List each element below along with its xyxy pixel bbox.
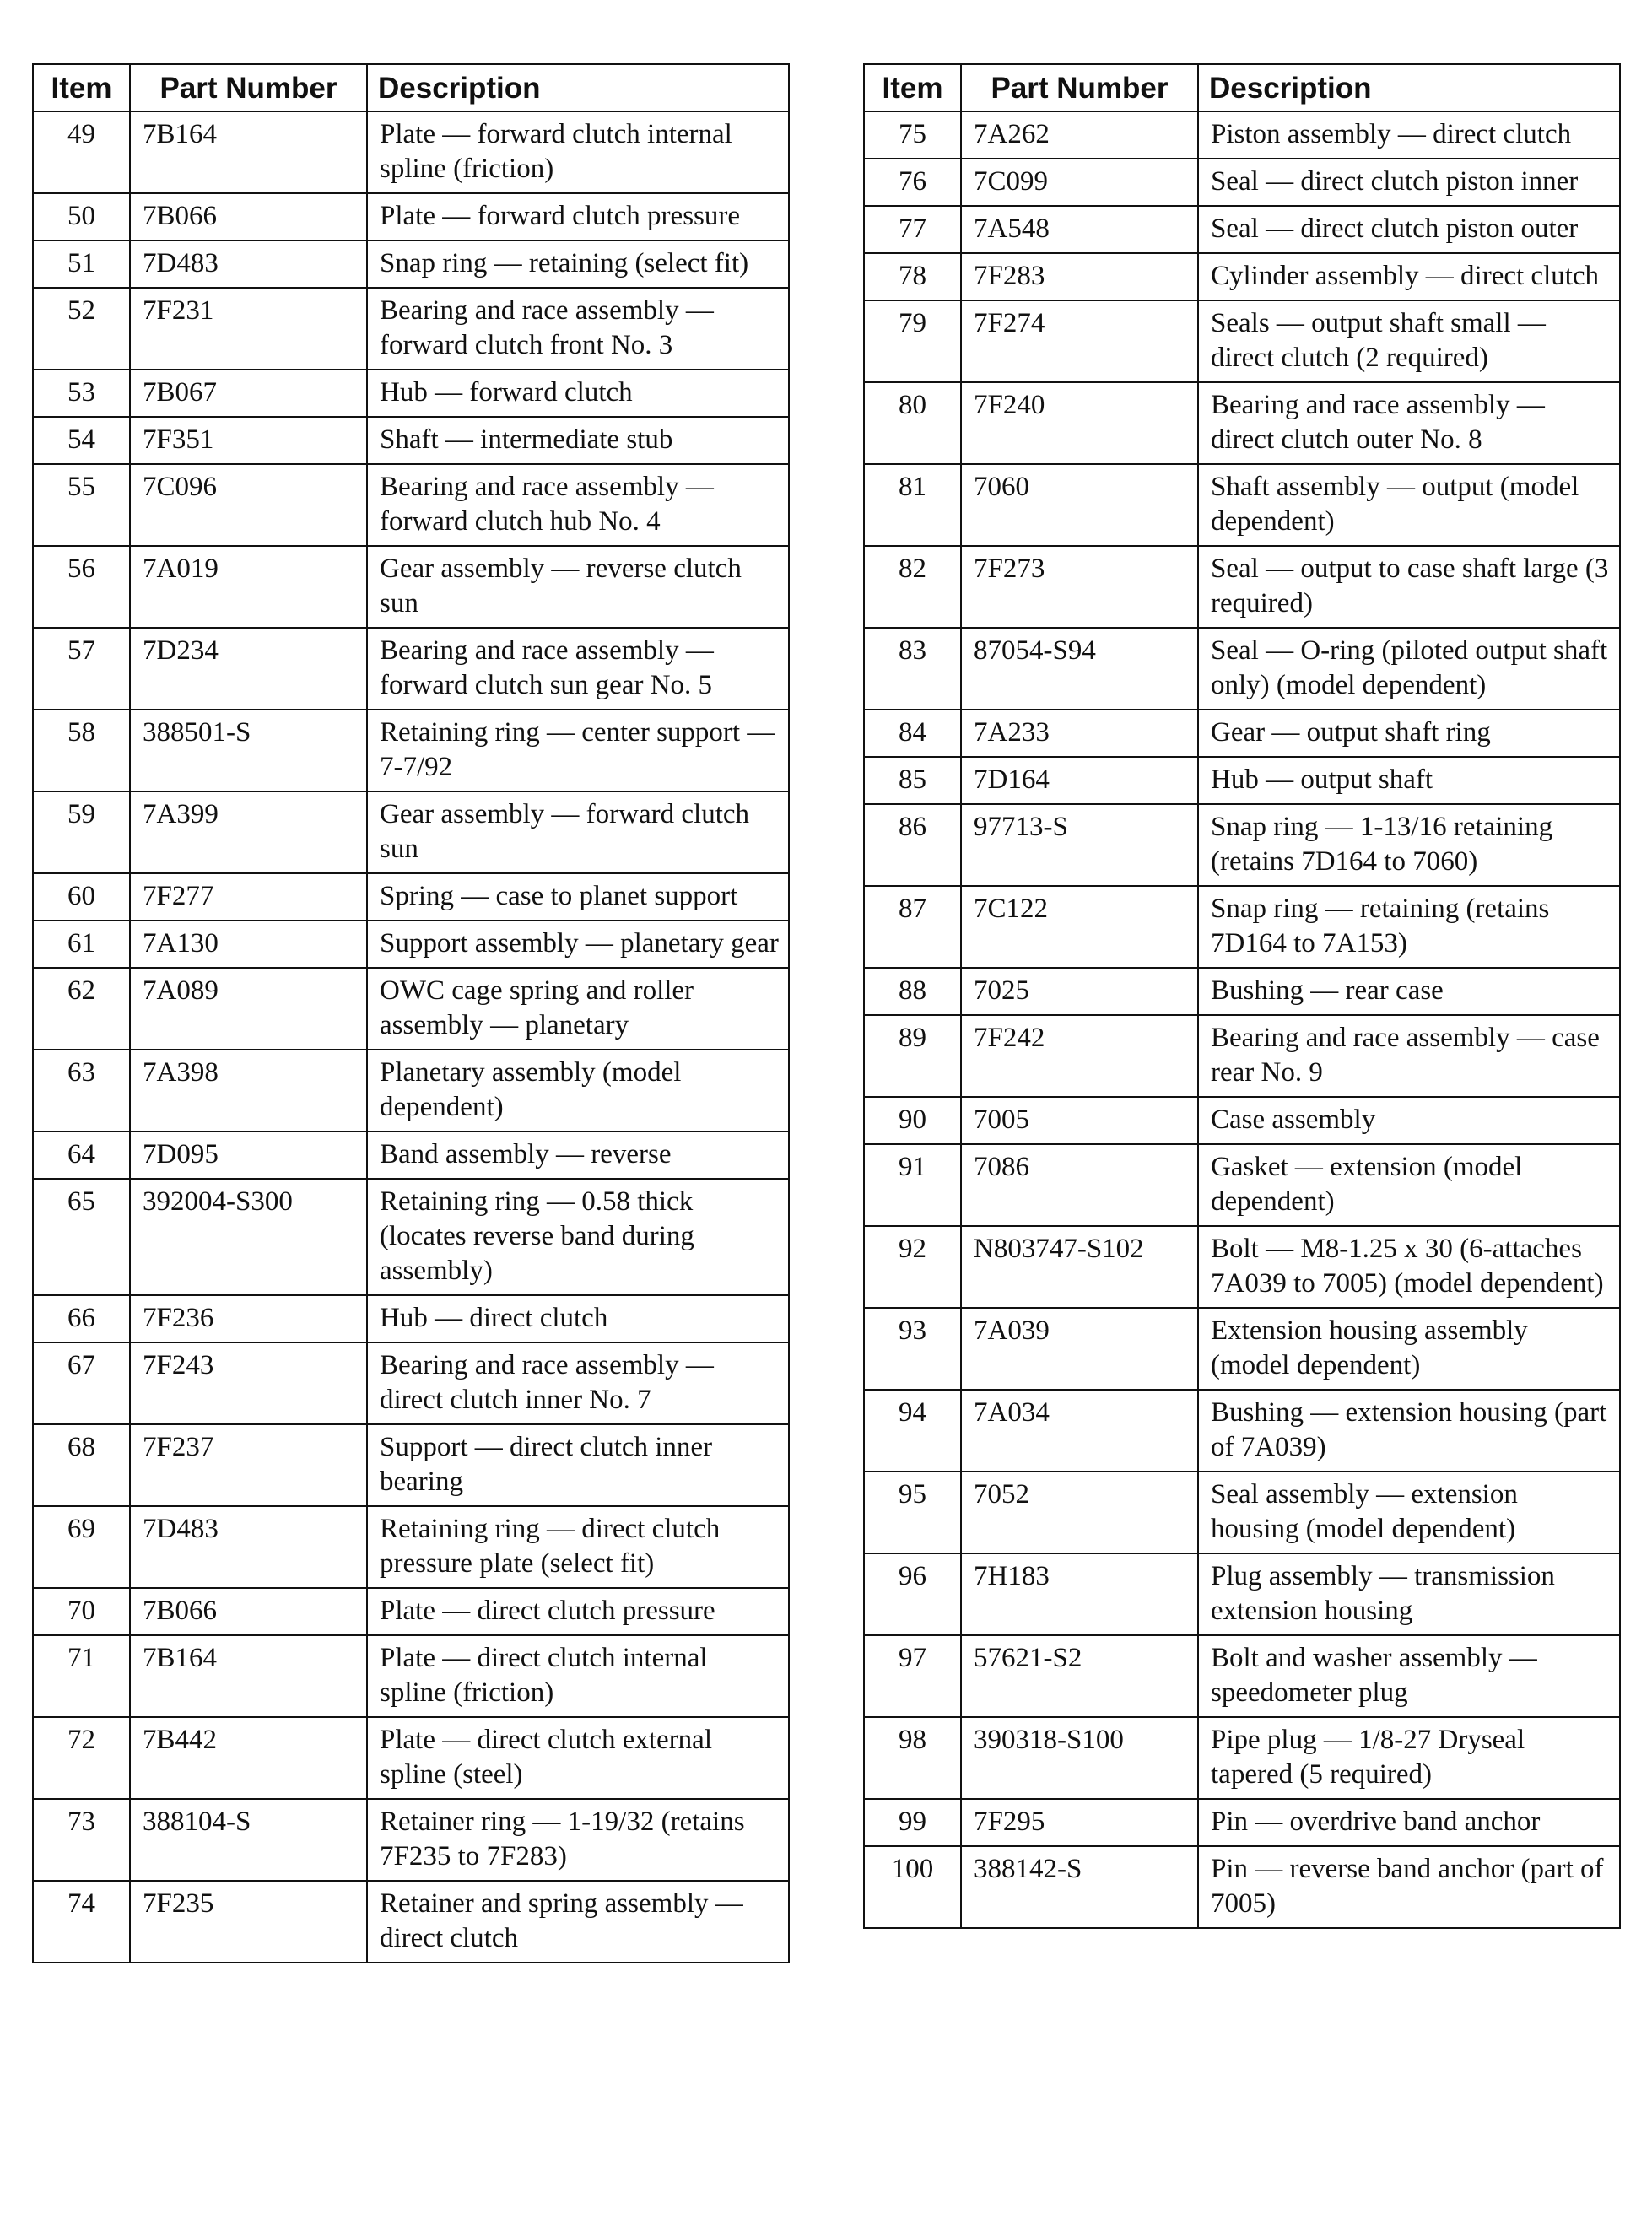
part-number-cell: 7F295 [961,1799,1198,1846]
table-header-row [864,64,1620,111]
description-cell: Seal — output to case shaft large (3 required) [1198,546,1620,628]
description-cell: Cylinder assembly — direct clutch [1198,253,1620,300]
part-number-cell: 388501-S [130,710,367,791]
description-cell: Spring — case to planet support [367,873,789,921]
table-row [864,1717,1620,1799]
description-cell: Retaining ring — direct clutch pressure plate (select fit) [367,1506,789,1588]
item-number-cell: 93 [864,1308,961,1390]
part-number-cell: 7B442 [130,1717,367,1799]
item-number-cell: 83 [864,628,961,710]
table-row [864,546,1620,628]
item-number-cell: 68 [33,1424,130,1506]
table-row [864,1553,1620,1635]
item-number-cell: 72 [33,1717,130,1799]
description-cell: Plate — forward clutch pressure [367,193,789,240]
table-header-row [33,64,789,111]
description-cell: Retaining ring — center support — 7-7/92 [367,710,789,791]
description-cell: Shaft — intermediate stub [367,417,789,464]
table-row [33,464,789,546]
table-body-right [864,111,1620,1928]
description-cell: Extension housing assembly (model dependent) [1198,1308,1620,1390]
table-row [33,1588,789,1635]
description-cell: Bearing and race assembly — direct clutch inner No. 7 [367,1342,789,1424]
table-row [864,111,1620,159]
table-row [864,1097,1620,1144]
table-row [33,873,789,921]
item-number-cell: 85 [864,757,961,804]
description-cell: Support assembly — planetary gear [367,921,789,968]
part-number-cell: 7C096 [130,464,367,546]
part-number-cell: 7F240 [961,382,1198,464]
table-row [864,710,1620,757]
part-number-cell: 7A399 [130,791,367,873]
part-number-cell: 7C099 [961,159,1198,206]
item-number-cell: 95 [864,1472,961,1553]
part-number-cell: 7F235 [130,1881,367,1963]
part-number-cell: 7F236 [130,1295,367,1342]
part-number-cell: 7H183 [961,1553,1198,1635]
item-number-cell: 91 [864,1144,961,1226]
table-row [33,193,789,240]
item-number-cell: 94 [864,1390,961,1472]
item-number-cell: 62 [33,968,130,1050]
part-number-cell: 388142-S [961,1846,1198,1928]
description-cell: Gear — output shaft ring [1198,710,1620,757]
item-number-cell: 92 [864,1226,961,1308]
part-number-cell: 7F277 [130,873,367,921]
description-cell: Seal — direct clutch piston inner [1198,159,1620,206]
part-number-cell: 7F274 [961,300,1198,382]
table-row [33,1799,789,1881]
table-row [33,628,789,710]
description-cell: Bolt and washer assembly — speedometer plug [1198,1635,1620,1717]
table-row [33,1881,789,1963]
part-number-cell: 7025 [961,968,1198,1015]
part-number-cell: 57621-S2 [961,1635,1198,1717]
part-number-cell: 390318-S100 [961,1717,1198,1799]
item-number-cell: 58 [33,710,130,791]
table-row [33,1635,789,1717]
item-number-cell: 90 [864,1097,961,1144]
part-number-cell: 87054-S94 [961,628,1198,710]
item-number-cell: 86 [864,804,961,886]
table-row [33,1295,789,1342]
part-number-cell: 7A130 [130,921,367,968]
column-header-description: Description [1198,64,1620,111]
part-number-cell: 388104-S [130,1799,367,1881]
item-number-cell: 97 [864,1635,961,1717]
description-cell: Gear assembly — reverse clutch sun [367,546,789,628]
item-number-cell: 59 [33,791,130,873]
part-number-cell: 7086 [961,1144,1198,1226]
description-cell: Bearing and race assembly — direct clutch outer No. 8 [1198,382,1620,464]
table-row [864,628,1620,710]
description-cell: Bearing and race assembly — case rear No. 9 [1198,1015,1620,1097]
parts-table-right [863,63,1621,1929]
description-cell: Bearing and race assembly — forward clutch sun gear No. 5 [367,628,789,710]
table-row [33,288,789,370]
column-header-description: Description [367,64,789,111]
description-cell: Pin — reverse band anchor (part of 7005) [1198,1846,1620,1928]
description-cell: Piston assembly — direct clutch [1198,111,1620,159]
description-cell: Pipe plug — 1/8-27 Dryseal tapered (5 required) [1198,1717,1620,1799]
table-row [864,159,1620,206]
table-row [864,1308,1620,1390]
part-number-cell: 7F243 [130,1342,367,1424]
table-row [33,1717,789,1799]
item-number-cell: 77 [864,206,961,253]
table-row [864,1226,1620,1308]
item-number-cell: 56 [33,546,130,628]
description-cell: OWC cage spring and roller assembly — planetary [367,968,789,1050]
item-number-cell: 63 [33,1050,130,1132]
table-row [33,921,789,968]
description-cell: Hub — forward clutch [367,370,789,417]
item-number-cell: 60 [33,873,130,921]
table-row [33,1050,789,1132]
description-cell: Case assembly [1198,1097,1620,1144]
description-cell: Seal — direct clutch piston outer [1198,206,1620,253]
description-cell: Bearing and race assembly — forward clutch hub No. 4 [367,464,789,546]
item-number-cell: 73 [33,1799,130,1881]
description-cell: Hub — direct clutch [367,1295,789,1342]
part-number-cell: 7A089 [130,968,367,1050]
item-number-cell: 76 [864,159,961,206]
description-cell: Gasket — extension (model dependent) [1198,1144,1620,1226]
item-number-cell: 71 [33,1635,130,1717]
part-number-cell: 392004-S300 [130,1179,367,1295]
table-row [864,1846,1620,1928]
table-row [864,886,1620,968]
description-cell: Retaining ring — 0.58 thick (locates reverse band during assembly) [367,1179,789,1295]
part-number-cell: 7A548 [961,206,1198,253]
table-row [864,968,1620,1015]
item-number-cell: 70 [33,1588,130,1635]
item-number-cell: 57 [33,628,130,710]
part-number-cell: 7F237 [130,1424,367,1506]
part-number-cell: 7F351 [130,417,367,464]
item-number-cell: 53 [33,370,130,417]
table-row [33,111,789,193]
item-number-cell: 49 [33,111,130,193]
description-cell: Snap ring — retaining (select fit) [367,240,789,288]
part-number-cell: 7B066 [130,1588,367,1635]
item-number-cell: 84 [864,710,961,757]
item-number-cell: 100 [864,1846,961,1928]
item-number-cell: 98 [864,1717,961,1799]
table-row [864,206,1620,253]
part-number-cell: 7D234 [130,628,367,710]
table-row [864,300,1620,382]
table-row [33,240,789,288]
description-cell: Snap ring — 1-13/16 retaining (retains 7D164 to 7060) [1198,804,1620,886]
table-row [864,1390,1620,1472]
table-row [33,370,789,417]
item-number-cell: 87 [864,886,961,968]
column-header-item: Item [864,64,961,111]
description-cell: Gear assembly — forward clutch sun [367,791,789,873]
table-row [864,464,1620,546]
part-number-cell: 7B066 [130,193,367,240]
table-row [33,1506,789,1588]
table-row [33,791,789,873]
table-row [864,757,1620,804]
parts-table-left [32,63,790,1963]
item-number-cell: 69 [33,1506,130,1588]
item-number-cell: 61 [33,921,130,968]
table-row [33,417,789,464]
table-row [33,1132,789,1179]
part-number-cell: 7F283 [961,253,1198,300]
description-cell: Seals — output shaft small — direct clutch (2 required) [1198,300,1620,382]
item-number-cell: 82 [864,546,961,628]
item-number-cell: 81 [864,464,961,546]
table-row [864,1144,1620,1226]
table-row [33,1179,789,1295]
part-number-cell: 7F242 [961,1015,1198,1097]
description-cell: Bolt — M8-1.25 x 30 (6-attaches 7A039 to 7005) (model dependent) [1198,1226,1620,1308]
description-cell: Bushing — extension housing (part of 7A039) [1198,1390,1620,1472]
item-number-cell: 64 [33,1132,130,1179]
item-number-cell: 66 [33,1295,130,1342]
table-body-left [33,111,789,1963]
item-number-cell: 65 [33,1179,130,1295]
item-number-cell: 80 [864,382,961,464]
description-cell: Shaft assembly — output (model dependent) [1198,464,1620,546]
item-number-cell: 50 [33,193,130,240]
description-cell: Plate — forward clutch internal spline (friction) [367,111,789,193]
part-number-cell: 97713-S [961,804,1198,886]
part-number-cell: 7F273 [961,546,1198,628]
item-number-cell: 79 [864,300,961,382]
part-number-cell: 7D095 [130,1132,367,1179]
part-number-cell: 7A034 [961,1390,1198,1472]
description-cell: Seal — O-ring (piloted output shaft only) (model dependent) [1198,628,1620,710]
part-number-cell: 7005 [961,1097,1198,1144]
column-header-part-number: Part Number [961,64,1198,111]
table-row [33,1424,789,1506]
column-header-item: Item [33,64,130,111]
item-number-cell: 55 [33,464,130,546]
item-number-cell: 89 [864,1015,961,1097]
description-cell: Hub — output shaft [1198,757,1620,804]
description-cell: Plate — direct clutch external spline (steel) [367,1717,789,1799]
description-cell: Retainer and spring assembly — direct clutch [367,1881,789,1963]
part-number-cell: 7D483 [130,1506,367,1588]
part-number-cell: 7D483 [130,240,367,288]
table-row [864,804,1620,886]
description-cell: Bushing — rear case [1198,968,1620,1015]
part-number-cell: 7D164 [961,757,1198,804]
item-number-cell: 96 [864,1553,961,1635]
table-row [864,253,1620,300]
description-cell: Support — direct clutch inner bearing [367,1424,789,1506]
table-row [864,382,1620,464]
description-cell: Planetary assembly (model dependent) [367,1050,789,1132]
part-number-cell: 7B164 [130,1635,367,1717]
description-cell: Bearing and race assembly — forward clutch front No. 3 [367,288,789,370]
part-number-cell: N803747-S102 [961,1226,1198,1308]
description-cell: Retainer ring — 1-19/32 (retains 7F235 to 7F283) [367,1799,789,1881]
part-number-cell: 7052 [961,1472,1198,1553]
part-number-cell: 7A019 [130,546,367,628]
part-number-cell: 7060 [961,464,1198,546]
item-number-cell: 52 [33,288,130,370]
table-row [864,1635,1620,1717]
item-number-cell: 99 [864,1799,961,1846]
table-row [33,710,789,791]
column-header-part-number: Part Number [130,64,367,111]
description-cell: Seal assembly — extension housing (model dependent) [1198,1472,1620,1553]
table-row [33,546,789,628]
description-cell: Plate — direct clutch internal spline (friction) [367,1635,789,1717]
description-cell: Plug assembly — transmission extension housing [1198,1553,1620,1635]
item-number-cell: 78 [864,253,961,300]
part-number-cell: 7C122 [961,886,1198,968]
item-number-cell: 54 [33,417,130,464]
table-row [864,1472,1620,1553]
table-row [864,1015,1620,1097]
item-number-cell: 67 [33,1342,130,1424]
description-cell: Pin — overdrive band anchor [1198,1799,1620,1846]
table-row [33,968,789,1050]
item-number-cell: 88 [864,968,961,1015]
description-cell: Plate — direct clutch pressure [367,1588,789,1635]
part-number-cell: 7A398 [130,1050,367,1132]
description-cell: Band assembly — reverse [367,1132,789,1179]
table-row [864,1799,1620,1846]
part-number-cell: 7B164 [130,111,367,193]
item-number-cell: 75 [864,111,961,159]
item-number-cell: 74 [33,1881,130,1963]
table-row [33,1342,789,1424]
part-number-cell: 7F231 [130,288,367,370]
part-number-cell: 7A262 [961,111,1198,159]
part-number-cell: 7B067 [130,370,367,417]
item-number-cell: 51 [33,240,130,288]
part-number-cell: 7A233 [961,710,1198,757]
part-number-cell: 7A039 [961,1308,1198,1390]
description-cell: Snap ring — retaining (retains 7D164 to 7A153) [1198,886,1620,968]
